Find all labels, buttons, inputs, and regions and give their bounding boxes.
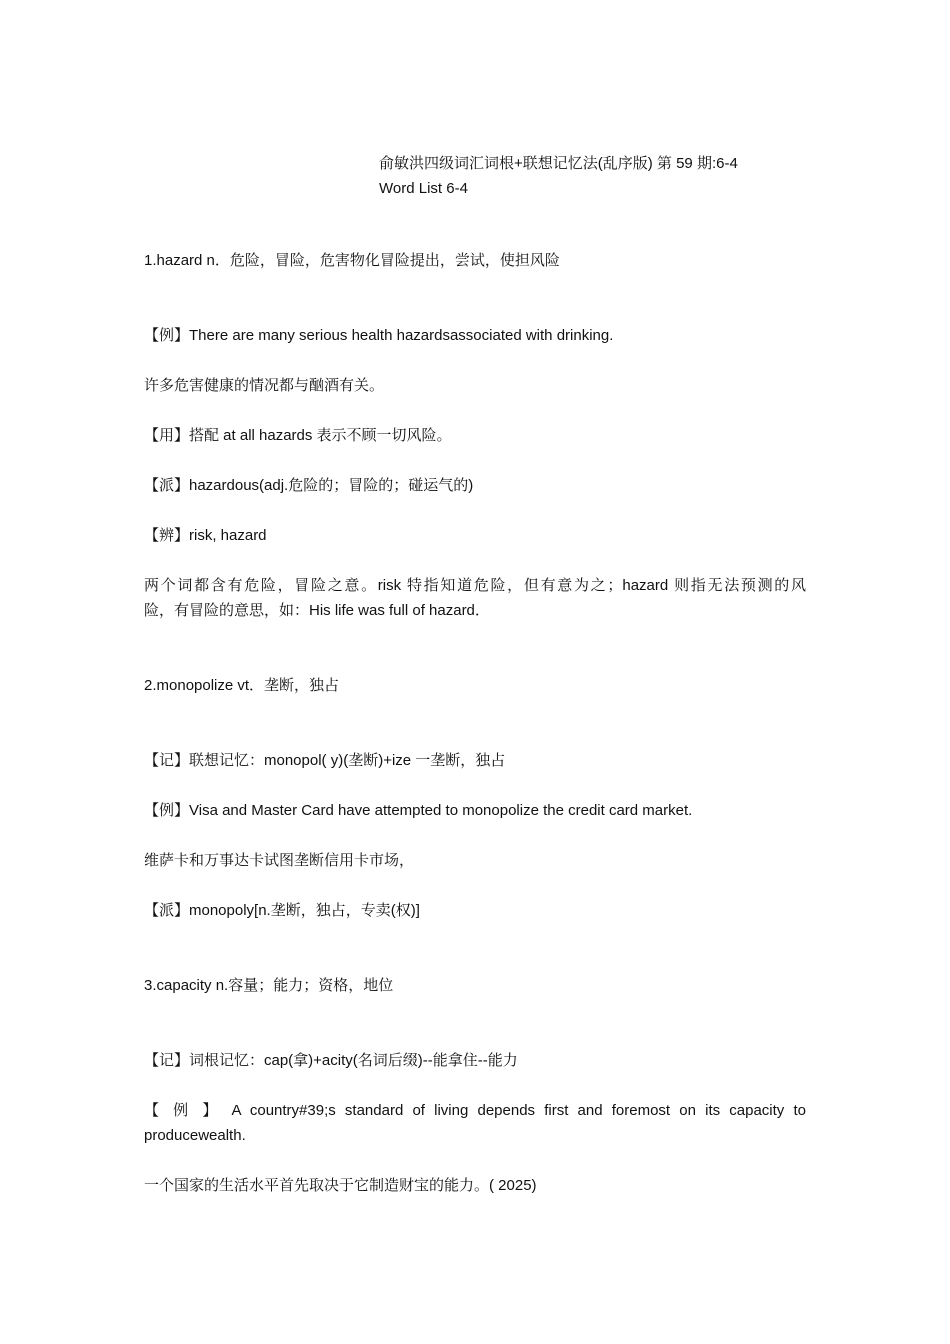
entry-1-distinguish-note-line1: 两个词都含有危险，冒险之意。risk 特指知道危险，但有意为之；hazard 则指无法预测的风 [144,577,806,594]
entry-1-derivative: 【派】hazardous(adj.危险的；冒险的；碰运气的) [144,477,474,494]
entry-1-example-translation: 许多危害健康的情况都与酗酒有关。 [144,377,385,394]
document-title: 俞敏洪四级词汇词根+联想记忆法(乱序版) 第 59 期:6-4 [379,155,738,172]
document-body [144,248,806,1198]
entry-2-example-translation: 维萨卡和万事达卡试图垄断信用卡市场， [144,852,415,869]
entry-3-example-translation: 一个国家的生活水平首先取决于它制造财宝的能力。( 2025) [144,1177,537,1194]
entry-2-headword: 2.monopolize vt．垄断，独占 [144,677,340,694]
entry-1-usage: 【用】搭配 at all hazards 表示不顾一切风险。 [144,427,452,444]
entry-1-distinguish: 【辨】risk, hazard [144,527,267,544]
entry-2-derivative: 【派】monopoly[n.垄断，独占，专卖(权)] [144,902,420,919]
entry-2-example: 【例】Visa and Master Card have attempted to monopolize the credit card market. [144,802,693,819]
entry-1-headword: 1.hazard n．危险，冒险，危害物化冒险提出，尝试，使担风险 [144,252,560,269]
title-block [379,151,738,201]
entry-3-example-line2: producewealth. [144,1127,246,1144]
entry-3-headword: 3.capacity n.容量；能力；资格，地位 [144,977,394,994]
entry-1-distinguish-note-line2: 险，有冒险的意思，如：His life was full of hazard． [144,602,490,619]
entry-3-example-line1: 【 例 】 A country#39;s standard of living depends first and foremost on its capacity to [144,1102,806,1119]
entry-3-memory: 【记】词根记忆：cap(拿)+acity(名词后缀)--能拿住--能力 [144,1052,518,1069]
entry-2-memory: 【记】联想记忆：monopol( y)(垄断)+ize 一垄断，独占 [144,752,506,769]
document-subtitle: Word List 6-4 [379,180,468,197]
entry-1-example: 【例】There are many serious health hazardsassociated with drinking. [144,327,614,344]
